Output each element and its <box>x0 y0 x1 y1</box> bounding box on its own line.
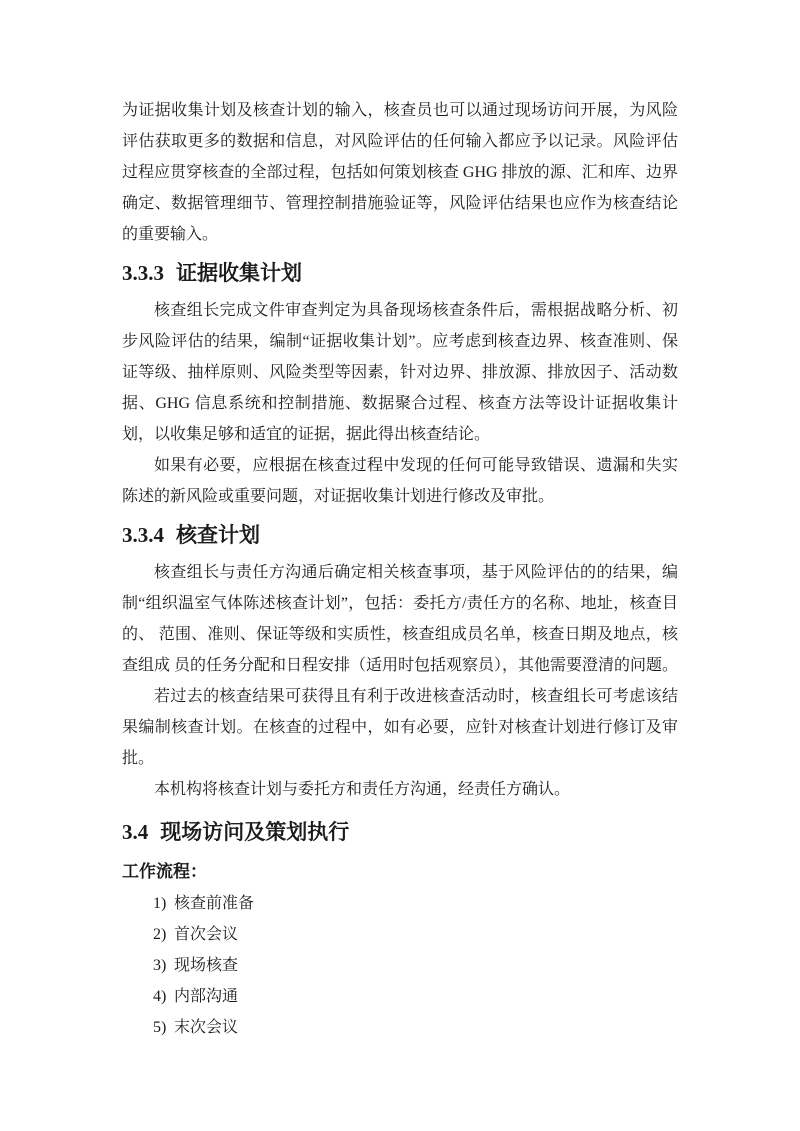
section-3-3-4-paragraph-3: 本机构将核查计划与委托方和责任方沟通，经责任方确认。 <box>154 781 571 798</box>
section-3-3-4-paragraph-2: 若过去的核查结果可获得且有利于改进核查活动时，核查组长可考虑该结果编制核查计划。在核查的过程中，如有必要，应针对核查计划进行修订及审批。 <box>122 688 678 767</box>
list-item-text: 现场核查 <box>174 957 239 974</box>
heading-title: 核查计划 <box>176 523 260 547</box>
list-item-marker: 3) <box>153 957 167 974</box>
section-3-3-3-paragraph-2: 如果有必要，应根据在核查过程中发现的任何可能导致错误、遗漏和失实陈述的新风险或重要问题，对证据收集计划进行修改及审批。 <box>122 457 678 505</box>
list-item-marker: 1) <box>153 895 167 912</box>
list-item-text: 内部沟通 <box>174 988 239 1005</box>
section-3-3-3-paragraph-1: 核查组长完成文件审查判定为具备现场核查条件后，需根据战略分析、初步风险评估的结果，编制“证据收集计划”。应考虑到核查边界、核查准则、保证等级、抽样原则、风险类型等因素，针对边界、排放源、排放因子、活动数据、GHG 信息系统和控制措施、数据聚合过程、核查方法等设计证据收集计划，以收集足够和适宜的证据，据此得出核查结论。 <box>122 302 678 443</box>
section-heading-3-3-3 <box>122 258 678 288</box>
list-item-marker: 5) <box>153 1019 167 1036</box>
list-item-text: 首次会议 <box>174 926 239 943</box>
list-item-text: 末次会议 <box>174 1019 239 1036</box>
list-item-text: 核查前准备 <box>174 895 255 912</box>
list-item <box>122 950 678 981</box>
list-item <box>122 981 678 1012</box>
workflow-list <box>122 888 678 1043</box>
list-item-marker: 2) <box>153 926 167 943</box>
heading-title: 现场访问及策划执行 <box>160 820 350 844</box>
heading-number: 3.3.3 <box>122 261 164 285</box>
list-item <box>122 1012 678 1043</box>
section-heading-3-4 <box>122 817 678 847</box>
section-heading-3-3-4 <box>122 520 678 550</box>
list-item <box>122 919 678 950</box>
heading-number: 3.4 <box>122 820 149 844</box>
section-3-3-4-paragraph-1: 核查组长与责任方沟通后确定相关核查事项，基于风险评估的的结果，编制“组织温室气体陈述核查计划”，包括：委托方/责任方的名称、地址，核查目的、 范围、准则、保证等级和实质性，核查组成员名单，核查日期及地点，核查组成 员的任务分配和日程安排（适用时包括观察员），其他需要澄清的问题。 <box>122 564 679 674</box>
intro-paragraph: 为证据收集计划及核查计划的输入，核查员也可以通过现场访问开展，为风险评估获取更多的数据和信息，对风险评估的任何输入都应予以记录。风险评估过程应贯穿核查的全部过程，包括如何策划核查 GHG 排放的源、汇和库、边界确定、数据管理细节、管理控制措施验证等，风险评估结果也应作为核查结论的重要输入。 <box>122 102 678 243</box>
list-item <box>122 888 678 919</box>
heading-number: 3.3.4 <box>122 523 164 547</box>
workflow-subheading: 工作流程： <box>122 862 207 881</box>
list-item-marker: 4) <box>153 988 167 1005</box>
heading-title: 证据收集计划 <box>176 261 302 285</box>
